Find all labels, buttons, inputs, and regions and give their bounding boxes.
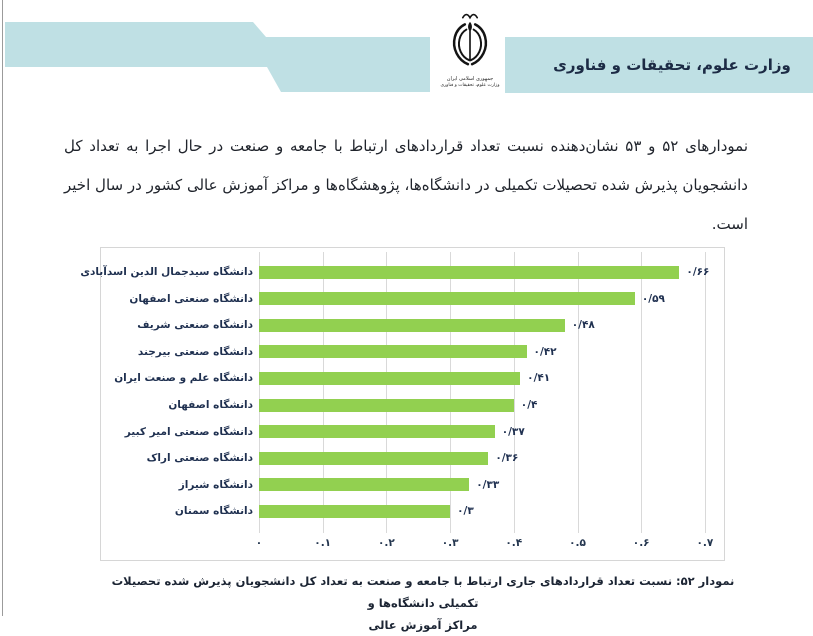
bar-label: دانشگاه اصفهان: [168, 399, 253, 411]
paragraph-line: نمودارهای ۵۲ و ۵۳ نشان‌دهنده نسبت تعداد قراردادهای ارتباط با جامعه و صنعت در حال اجرا به تعداد کل: [64, 137, 748, 155]
x-tick-label: ۰.۶: [632, 537, 650, 549]
ministry-title: وزارت علوم، تحقیقات و فناوری: [553, 56, 791, 74]
gridline: [705, 252, 706, 533]
x-tick-label: ۰.۵: [569, 537, 586, 549]
paragraph-line: است.: [711, 215, 748, 233]
bar: [259, 292, 635, 305]
bar-chart: [80, 247, 725, 561]
bar-label: دانشگاه سمنان: [174, 505, 253, 518]
bar: [259, 345, 527, 358]
bar-label: دانشگاه سیدجمال الدین اسدآبادی: [80, 266, 253, 278]
plot-area: [80, 248, 724, 560]
paragraph-line: دانشجویان پذیرش شده تحصیلات تکمیلی در دانشگاه‌ها، پژوهشگاه‌ها و مراکز آموزش عالی کشور در سال اخیر: [64, 176, 748, 194]
bar-value-label: ۰/۳۶: [495, 452, 519, 465]
chart-caption-line2: مراکز آموزش عالی: [368, 618, 478, 632]
x-tick-label: ۰.۱: [314, 537, 332, 549]
body-paragraph: [64, 127, 748, 244]
iran-emblem-icon: [447, 12, 493, 74]
bar: [259, 452, 488, 465]
bar-label: دانشگاه صنعتی امیر کبیر: [124, 425, 253, 438]
chart-caption-line1: نمودار ۵۲: نسبت تعداد قراردادهای جاری ارتباط با جامعه و صنعت به تعداد کل دانشجویان پذیرش شده تحصیلات تکمیلی دانشگاه‌ها و: [111, 574, 735, 610]
bar-value-label: ۰/۴: [520, 399, 538, 411]
bar-value-label: ۰/۴۱: [527, 372, 551, 385]
bar-label: دانشگاه صنعتی اراک: [146, 452, 253, 465]
chart-caption: [93, 570, 753, 636]
bar: [259, 372, 520, 385]
bar-value-label: ۰/۶۶: [686, 266, 710, 278]
x-tick-label: ۰.۴: [505, 537, 523, 549]
bar-label: دانشگاه شیراز: [178, 478, 253, 491]
bar-value-label: ۰/۴۲: [533, 345, 557, 358]
bar: [259, 399, 514, 412]
emblem-block: [424, 12, 516, 112]
header-title-band: [505, 37, 813, 93]
bar-value-label: ۰/۳۳: [476, 478, 500, 491]
bar: [259, 425, 495, 438]
bar: [259, 505, 450, 518]
emblem-caption-line2: وزارت علوم، تحقیقات و فناوری: [440, 83, 500, 88]
header-ribbon-shape: [0, 0, 440, 100]
bar-label: دانشگاه علم و صنعت ایران: [114, 372, 253, 385]
emblem-caption-line1: جمهوری اسلامی ایران: [446, 76, 494, 82]
x-tick-label: ۰.۳: [441, 537, 459, 549]
bar-value-label: ۰/۵۹: [641, 292, 665, 305]
bar-value-label: ۰/۳۷: [501, 425, 525, 438]
bar: [259, 478, 469, 491]
x-tick-label: ۰: [255, 537, 263, 549]
bar: [259, 319, 565, 332]
bar-value-label: ۰/۳: [457, 505, 474, 518]
bar-label: دانشگاه صنعتی بیرجند: [137, 345, 253, 358]
x-tick-label: ۰.۷: [696, 537, 714, 549]
bar-label: دانشگاه صنعتی شریف: [137, 319, 253, 332]
bar: [259, 266, 679, 279]
bar-label: دانشگاه صنعتی اصفهان: [129, 292, 253, 305]
bar-value-label: ۰/۴۸: [571, 319, 595, 332]
x-tick-label: ۰.۲: [377, 537, 395, 549]
